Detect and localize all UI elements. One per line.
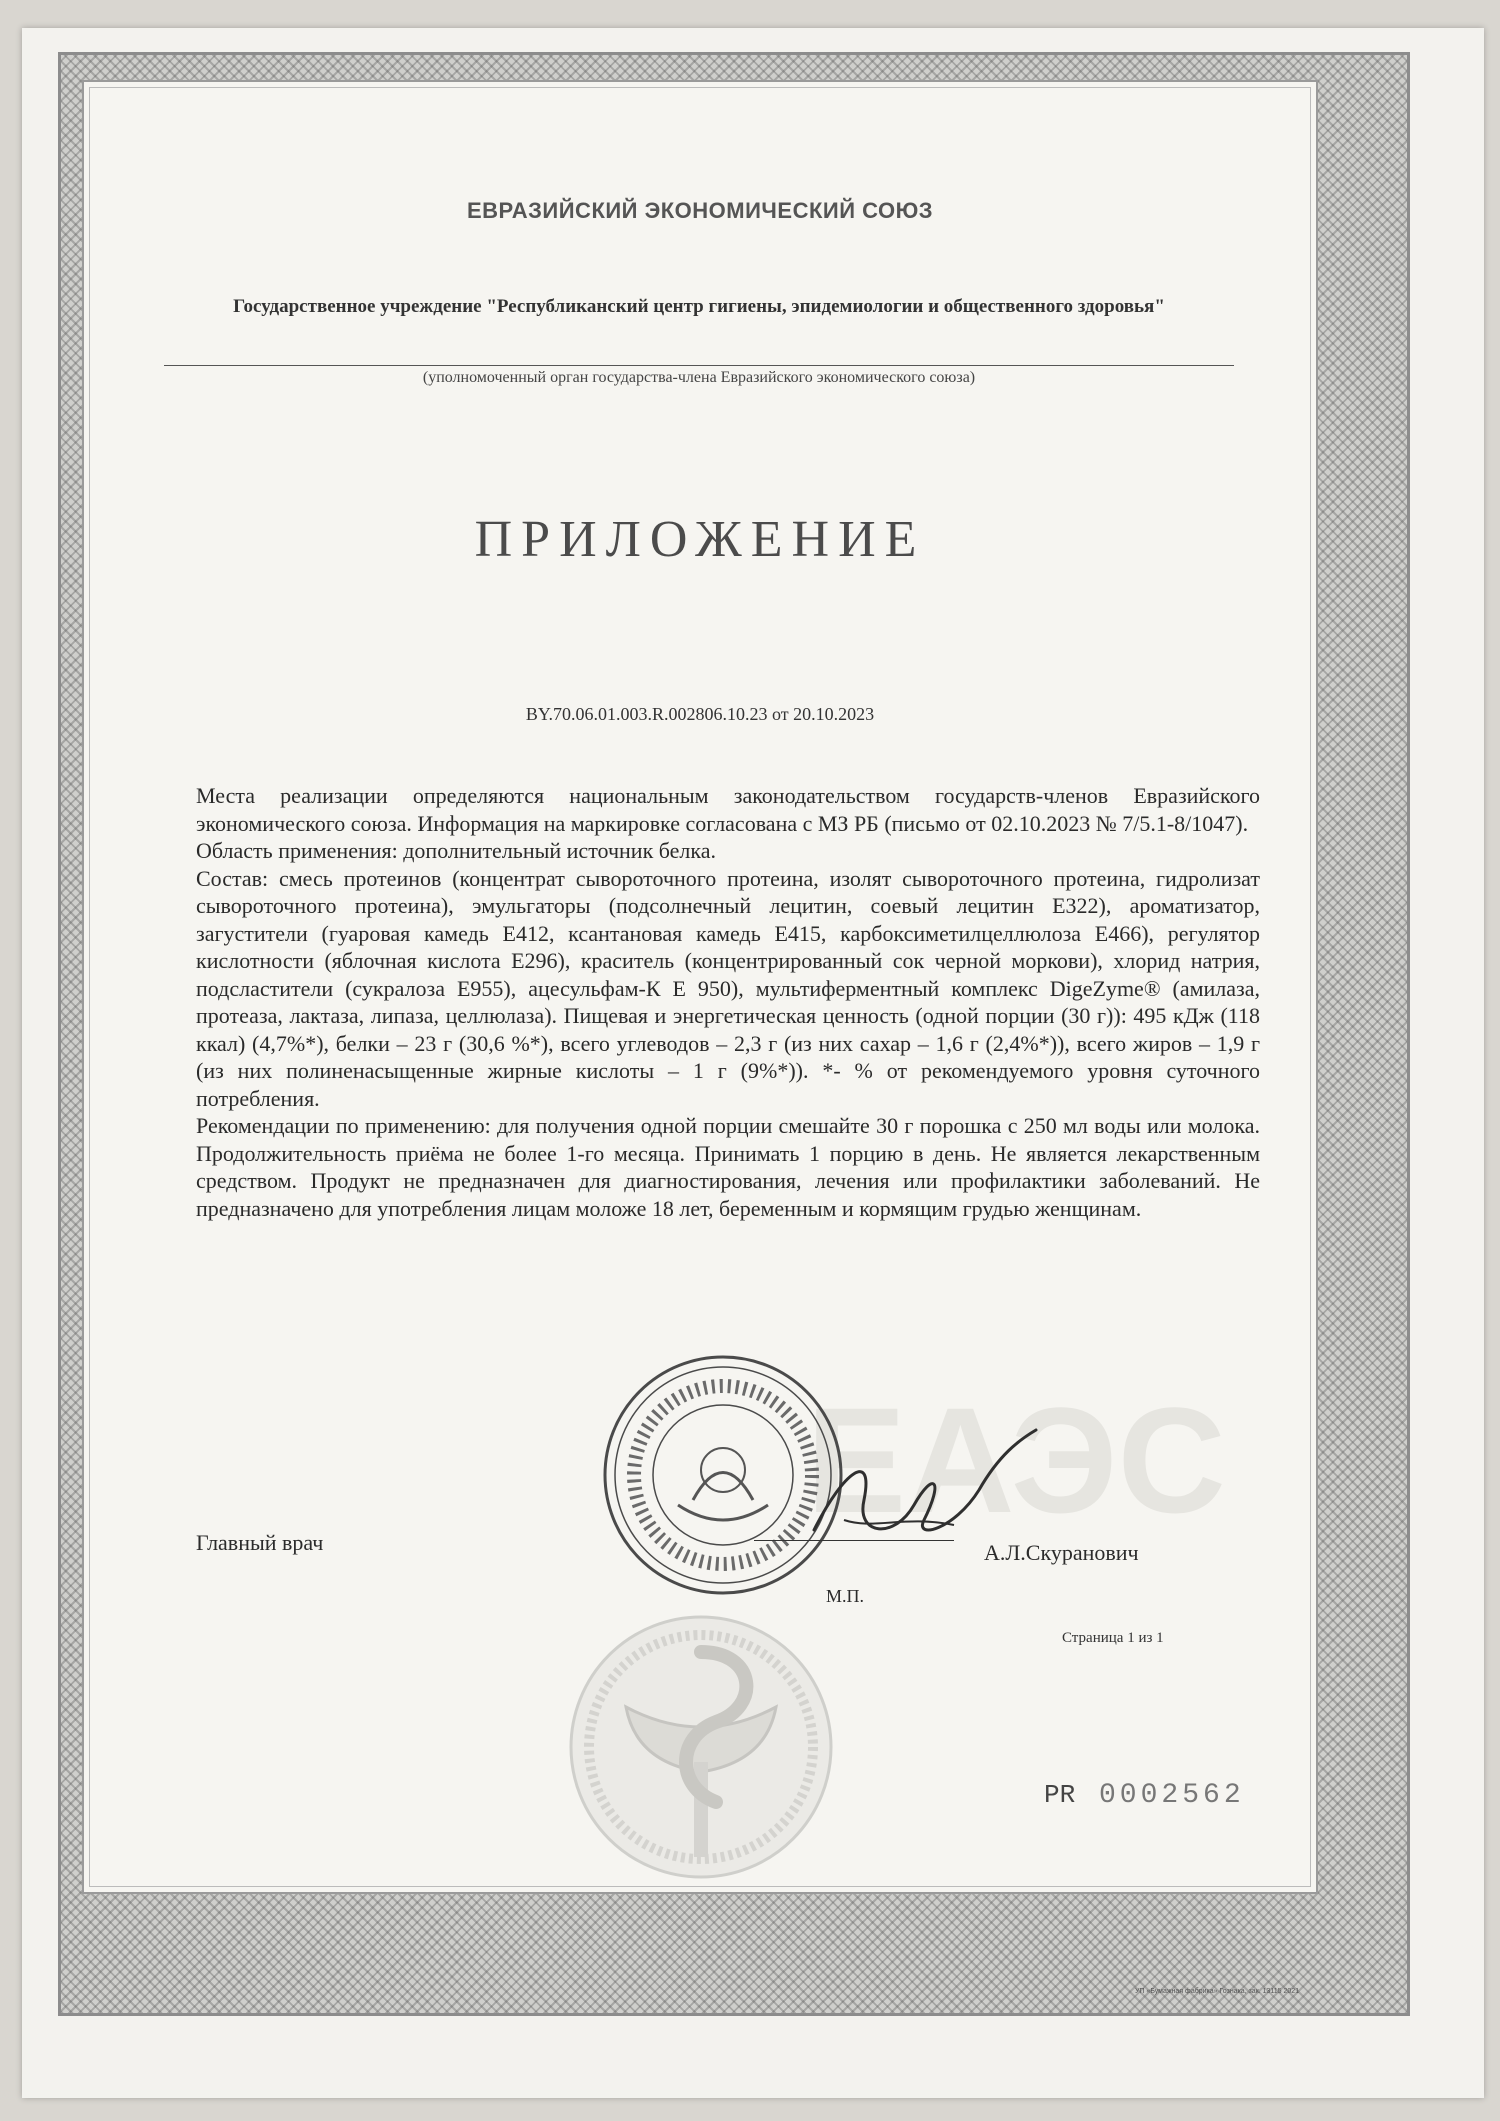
paragraph-sales: Места реализации определяются национальным законодательством государств-членов Евразийского экономического союза. Информация на маркировке согласована с МЗ РБ (письмо от 02.10.2023 № 7/5.1-8/1047). — [196, 783, 1260, 836]
organization-note: (уполномоченный орган государства-члена Евразийского экономического союза) — [422, 369, 976, 386]
organization-underline — [164, 365, 1234, 366]
serial-number: 0002562 — [1099, 1780, 1245, 1811]
signatory-name: А.Л.Скуранович — [984, 1540, 1139, 1565]
page-counter: Страница 1 из 1 — [1062, 1630, 1164, 1646]
paragraph-scope: Область применения: дополнительный источник белка. — [196, 838, 717, 863]
printer-note: УП «Бумажная фабрика» Гознака, зак. 13115 2021 — [1135, 1988, 1300, 1995]
svg-text:ЕАЭС: ЕАЭС — [806, 1376, 1226, 1544]
document-body — [196, 782, 1260, 1222]
signatory-position: Главный врач — [196, 1530, 324, 1555]
document-page — [82, 80, 1318, 1894]
document-title: ПРИЛОЖЕНИЕ — [474, 511, 926, 568]
serial-prefix: PR — [1044, 1780, 1076, 1810]
caduceus-emblem-icon — [566, 1612, 836, 1882]
document-number: BY.70.06.01.003.R.002806.10.23 от 20.10.2023 — [525, 704, 875, 724]
paragraph-recommendations: Рекомендации по применению: для получения одной порции смешайте 30 г порошка с 250 мл воды или молока. Продолжительность приёма не более 1-го месяца. Принимать 1 порцию в день. Не является лекарственным средством. Продукт не предназначен для диагностирования, лечения или профилактики заболеваний. Не предназначено для употребления лицам моложе 18 лет, беременным и кормящим грудью женщинам. — [196, 1113, 1260, 1221]
stamp-place-label: М.П. — [826, 1586, 865, 1606]
handwritten-signature-icon — [804, 1410, 1044, 1560]
organization-name: Государственное учреждение "Республиканский центр гигиены, эпидемиологии и общественного здоровья" — [233, 296, 1165, 317]
union-name: ЕВРАЗИЙСКИЙ ЭКОНОМИЧЕСКИЙ СОЮЗ — [466, 198, 934, 223]
paragraph-composition: Состав: смесь протеинов (концентрат сывороточного протеина, изолят сывороточного протеина, гидролизат сывороточного протеина), эмульгаторы (подсолнечный лецитин, соевый лецитин Е322), ароматизатор, загустители (гуаровая камедь Е412, ксантановая камедь Е415, карбоксиметилцеллюлоза Е466), регулятор кислотности (яблочная кислота Е296), краситель (концентрированный сок черной моркови), хлорид натрия, подсластители (сукралоза Е955), ацесульфам-К Е 950), мультиферментный комплекс DigeZyme® (амилаза, протеаза, лактаза, липаза, целлюлаза). Пищевая и энергетическая ценность (одной порции (30 г)): 495 кДж (118 ккал) (4,7%*), белки – 23 г (30,6 %*), всего углеводов – 2,3 г (из них сахар – 1,6 г (2,4%*)), всего жиров – 1,9 г (из них полиненасыщенные жирные кислоты – 1 г (9%*)). *- % от рекомендуемого уровня суточного потребления. — [196, 865, 1260, 1111]
signature-line — [754, 1540, 954, 1541]
